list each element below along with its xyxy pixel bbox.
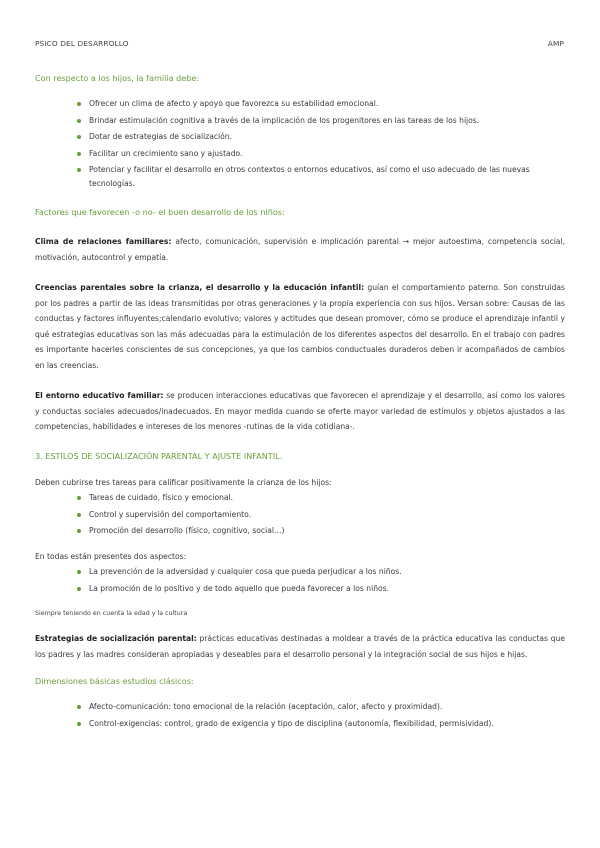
term-entorno: El entorno educativo familiar: — [35, 391, 164, 401]
list-item: Potenciar y facilitar el desarrollo en otros contextos o entornos educativos, así como el uso adecuado de las nuevas tecnologías. — [35, 163, 565, 191]
bullet-icon — [77, 529, 81, 533]
list-item: La promoción de lo positivo y de todo aquello que pueda favorecer a los niños. — [35, 582, 565, 596]
list-item: Promoción del desarrollo (físico, cognitivo, social…) — [35, 524, 565, 538]
term-estrategias: Estrategias de socialización parental: — [35, 634, 197, 644]
bullet-icon — [77, 705, 81, 709]
term-clima: Clima de relaciones familiares: — [35, 237, 172, 247]
bullet-icon — [77, 135, 81, 139]
paragraph-entorno: El entorno educativo familiar: se producen interacciones educativas que favorecen el aprendizaje y el desarrollo, así como los valores y conductas sociales adecuados/inadecuados. En mayor medida cuando se oferte mayor variedad de estímulos y objetos ajustados a las competencias, habilidades e intereses de los menores -rutinas de la vida cotidiana-. — [35, 391, 565, 432]
bullet-icon — [77, 722, 81, 726]
list-item: Brindar estimulación cognitiva a través de la implicación de los progenitores en las tareas de los hijos. — [35, 114, 565, 128]
bullet-icon — [77, 570, 81, 574]
aspects-list — [35, 565, 565, 596]
list-item: Tareas de cuidado, físico y emocional. — [35, 491, 565, 505]
tasks-list — [35, 491, 565, 538]
note-age-culture: Siempre teniendo en cuenta la edad y la cultura — [35, 609, 188, 617]
bullet-icon — [77, 513, 81, 517]
bullet-icon — [77, 496, 81, 500]
heading-family-duties: Con respecto a los hijos, la familia debe: — [35, 73, 200, 83]
list-item: La prevención de la adversidad y cualquier cosa que pueda perjudicar a los niños. — [35, 565, 565, 579]
page-header — [35, 39, 564, 48]
dimensions-list — [35, 700, 565, 731]
header-subject: PSICO DEL DESARROLLO — [35, 39, 129, 48]
heading-section-3: 3. ESTILOS DE SOCIALIZACIÓN PARENTAL Y AJUSTE INFANTIL. — [35, 450, 283, 461]
paragraph-creencias: Creencias parentales sobre la crianza, el desarrollo y la educación infantil: guían el comportamiento paterno. Son construidas por los padres a partir de las ideas transmitidas por otras generaciones y la propia experiencia con sus hijos. Versan sobre: Causas de las conductas y factores influyentes;calendario evolutivo; valores y actitudes que desean promover, cómo se produce el aprendizaje infantil y qué estrategias educativas son las más adecuadas para la estimulación de los diferentes aspectos del desarrollo. En el trabajo con padres es importante hacerles conscientes de sus concepciones, ya que los cambios conductuales duraderos deben ir acompañados de cambios en las creencias. — [35, 283, 565, 370]
bullet-icon — [77, 168, 81, 172]
paragraph-clima: Clima de relaciones familiares: afecto, comunicación, supervisión e implicación parental → mejor autoestima, competencia social, motivación, autocontrol y empatía. — [35, 237, 565, 262]
list-item: Control y supervisión del comportamiento. — [35, 508, 565, 522]
list-item: Ofrecer un clima de afecto y apoyo que favorezca su estabilidad emocional. — [35, 97, 565, 111]
header-initials: AMP — [547, 39, 564, 48]
heading-dimensions: Dimensiones básicas estudios clásicos: — [35, 676, 194, 687]
term-creencias: Creencias parentales sobre la crianza, el desarrollo y la educación infantil: — [35, 283, 365, 293]
family-duties-list — [35, 97, 565, 191]
paragraph-tasks-intro: Deben cubrirse tres tareas para calificar positivamente la crianza de los hijos: — [35, 477, 332, 487]
bullet-icon — [77, 587, 81, 591]
bullet-icon — [77, 152, 81, 156]
list-item: Afecto-comunicación: tono emocional de la relación (aceptación, calor, afecto y proximidad). — [35, 700, 565, 714]
document-body — [35, 73, 565, 733]
list-item: Dotar de estrategias de socialización. — [35, 130, 565, 144]
bullet-icon — [77, 119, 81, 123]
list-item: Facilitar un crecimiento sano y ajustado. — [35, 147, 565, 161]
paragraph-aspects-intro: En todas están presentes dos aspectos: — [35, 551, 187, 561]
paragraph-estrategias: Estrategias de socialización parental: prácticas educativas destinadas a moldear a través de la práctica educativa las conductas que los padres y las madres consideran apropiadas y deseables para el desarrollo personal y la integración social de sus hijos e hijas. — [35, 634, 565, 659]
heading-factors: Factores que favorecen -o no- el buen desarrollo de los niños: — [35, 207, 285, 218]
bullet-icon — [77, 102, 81, 106]
list-item: Control-exigencias: control, grado de exigencia y tipo de disciplina (autonomía, flexibilidad, permisividad). — [35, 717, 565, 731]
